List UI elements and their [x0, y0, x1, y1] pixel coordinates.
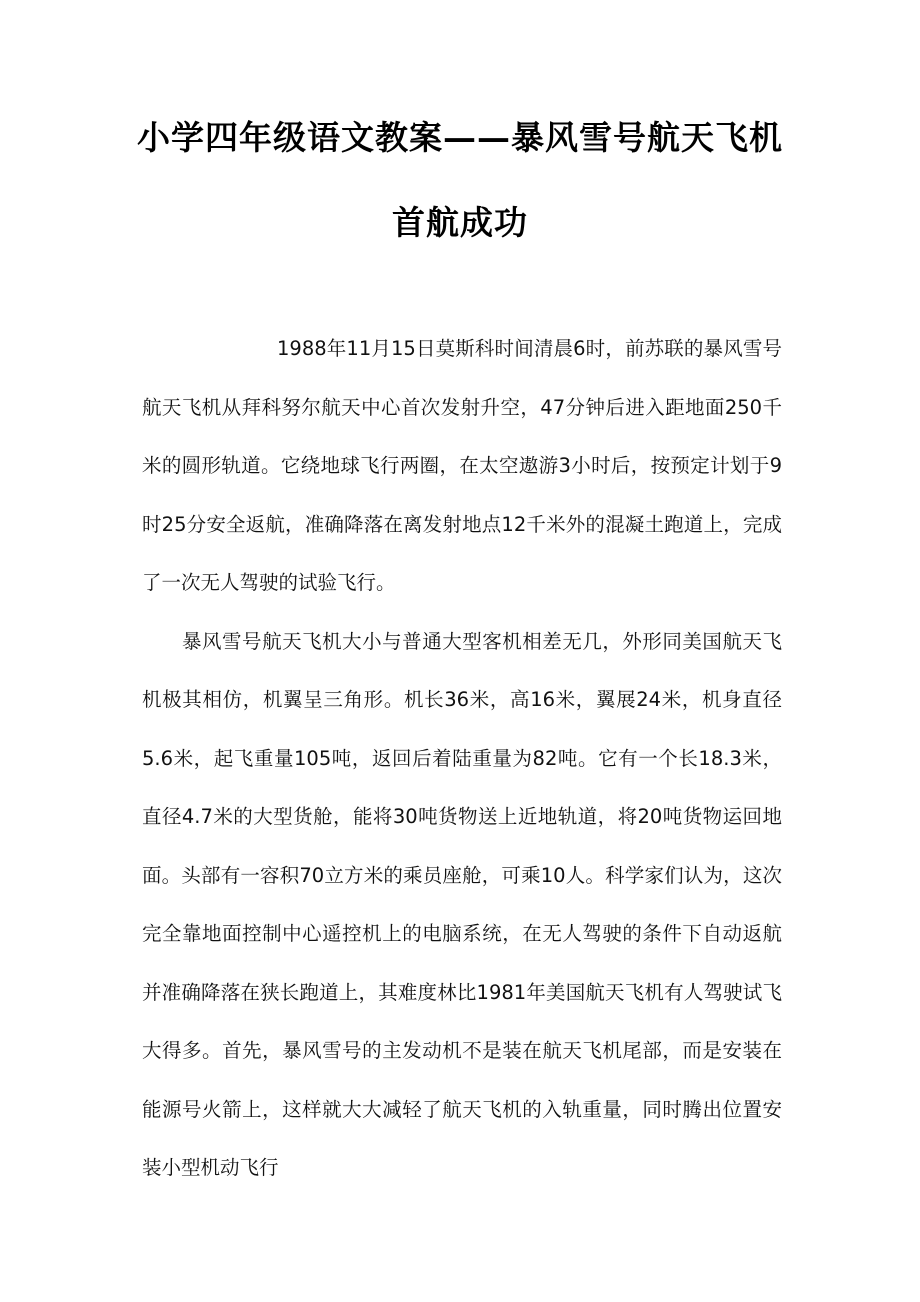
paragraph-1: 1988年11月15日莫斯科时间清晨6时，前苏联的暴风雪号航天飞机从拜科努尔航天中心首次发射升空，47分钟后进入距地面250千米的圆形轨道。它绕地球飞行两圈，在太空遨游3小时后，按预定计划于9时25分安全返航，准确降落在离发射地点12千米外的混凝土跑道上，完成了一次无人驾驶的试验飞行。 — [142, 337, 782, 594]
document-title-line-1: 小学四年级语文教案——暴风雪号航天飞机 — [137, 118, 783, 157]
document-title-line-2: 首航成功 — [392, 203, 528, 242]
paragraph-2: 暴风雪号航天飞机大小与普通大型客机相差无几，外形同美国航天飞机极其相仿，机翼呈三角形。机长36米，高16米，翼展24米，机身直径5.6米，起飞重量105吨，返回后着陆重量为82吨。它有一个长18.3米，直径4.7米的大型货舱，能将30吨货物送上近地轨道，将20吨货物运回地面。头部有一容积70立方米的乘员座舱，可乘10人。科学家们认为，这次完全靠地面控制中心遥控机上的电脑系统，在无人驾驶的条件下自动返航并准确降落在狭长跑道上，其难度林比1981年美国航天飞机有人驾驶试飞大得多。首先，暴风雪号的主发动机不是装在航天飞机尾部，而是安装在能源号火箭上，这样就大大减轻了航天飞机的入轨重量，同时腾出位置安装小型机动飞行 — [142, 629, 782, 1179]
document-body — [142, 320, 782, 1198]
